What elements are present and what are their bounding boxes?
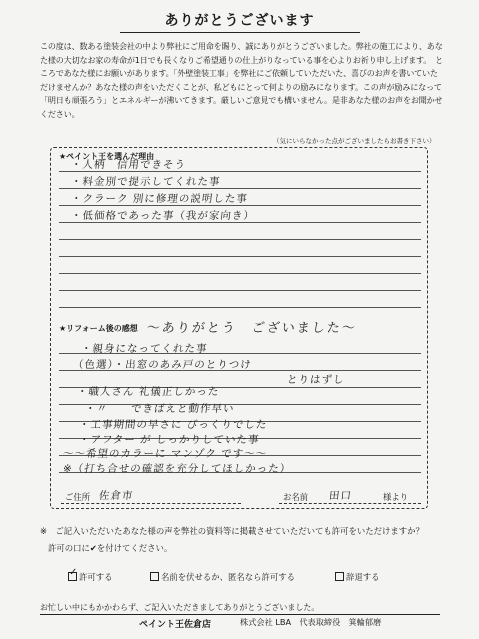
checkbox-icon[interactable] [150, 572, 159, 581]
option-allow-label: 許可する [79, 572, 113, 582]
option-allow[interactable] [68, 567, 113, 583]
handwritten-answer: とりはずし [286, 374, 346, 386]
name-suffix: 様より [383, 492, 409, 502]
divider [40, 614, 440, 615]
permission-question: ※ ご記入いただいたあなた様の声を弊社の資料等に掲載させていただいても許可をいただけますか？ [40, 526, 424, 536]
address-line [61, 503, 241, 504]
name-value: 田口 [328, 490, 353, 502]
permission-instruction: 許可の口に✔を付けてください。 [48, 543, 173, 553]
ruled-line [59, 273, 421, 274]
ruled-line [59, 290, 421, 291]
option-decline[interactable] [335, 571, 380, 583]
handwritten-answer: ・〃 できばえと動作早い [84, 403, 236, 415]
feedback-form-box [50, 147, 428, 509]
ruled-line [59, 239, 421, 240]
page-title: ありがとうございます [164, 13, 315, 29]
address-label: ご住所 [65, 492, 91, 502]
address-value: 佐倉市 [98, 490, 135, 502]
title-underline [120, 32, 360, 33]
name-label: お名前 [283, 492, 309, 502]
checkbox-icon[interactable] [335, 572, 344, 581]
note-small: （気にいらなかった点がございましたらお書き下さい） [273, 137, 436, 145]
option-anonymous-label: 名前を伏せるか、匿名なら許可する [161, 572, 295, 582]
handwritten-answer: ・親身になってくれた事 [80, 343, 209, 355]
handwritten-answer: （色選）・出窓のあみ戸のとりつけ [72, 359, 253, 371]
handwritten-heading: 〜ありがとう ございました〜 [146, 321, 358, 336]
handwritten-answer: ・アフター が しっかりしていた事 [78, 434, 261, 446]
ruled-line [59, 307, 421, 308]
name-line [279, 503, 421, 504]
handwritten-answer: ・料金別で提示してくれた事 [70, 176, 222, 188]
section1-label: ★ペイント王を選んだ理由 [59, 152, 155, 161]
handwritten-answer: ※（打ち合せの確認を充分してほしかった） [62, 463, 292, 475]
handwritten-answer: ・工事期間の早さに びっくりでした [78, 419, 268, 431]
handwritten-answer: ・人柄 信用できそう [70, 159, 187, 171]
handwritten-answer: 〜〜希望のカラーに マンゾク です〜〜 [62, 448, 268, 460]
ruled-line [59, 256, 421, 257]
handwritten-answer: ・職人さん 礼儀正しかった [76, 386, 220, 398]
store-name: ペイント王佐倉店 [139, 620, 212, 630]
closing-message: お忙しい中にもかかわらず、ご記入いただきましてありがとうございました。 [40, 603, 320, 612]
intro-paragraph: この度は、数ある塗装会社の中より弊社にご用命を賜り、誠にありがとうございました。弊社の施工により、あなた様の大切なお家の寿命が1日でも長くなりご希望通りの仕上がりなっている事を心よりお祈り申し上げます。 ところであなた様にお願いがあります。「外壁塗装工事」を弊社にご依頼していただいた、喜びのお声を書いていただけませんか？あなた様の声をいただくことが、私どもにとって何よりの励みになります。この声が励みになって「明日も頑張ろう」とエネルギーが沸いてきます。厳しいご意見でも構いません。是非あなた様のお声をお聞かせください。 [40, 41, 443, 119]
section2-label: ★リフォーム後の感想 [59, 324, 138, 333]
option-decline-label: 辞退する [346, 572, 380, 582]
handwritten-answer: ・クラーク 別に修理の説明した事 [70, 193, 249, 205]
handwritten-answer: ・低価格であった事（我が家向き） [70, 210, 256, 222]
option-anonymous[interactable] [150, 571, 295, 583]
checkbox-checked-icon[interactable]: ✓ [68, 572, 77, 581]
company-info: 株式会社 LBA 代表取締役 箕輪郁磨 [240, 617, 382, 627]
